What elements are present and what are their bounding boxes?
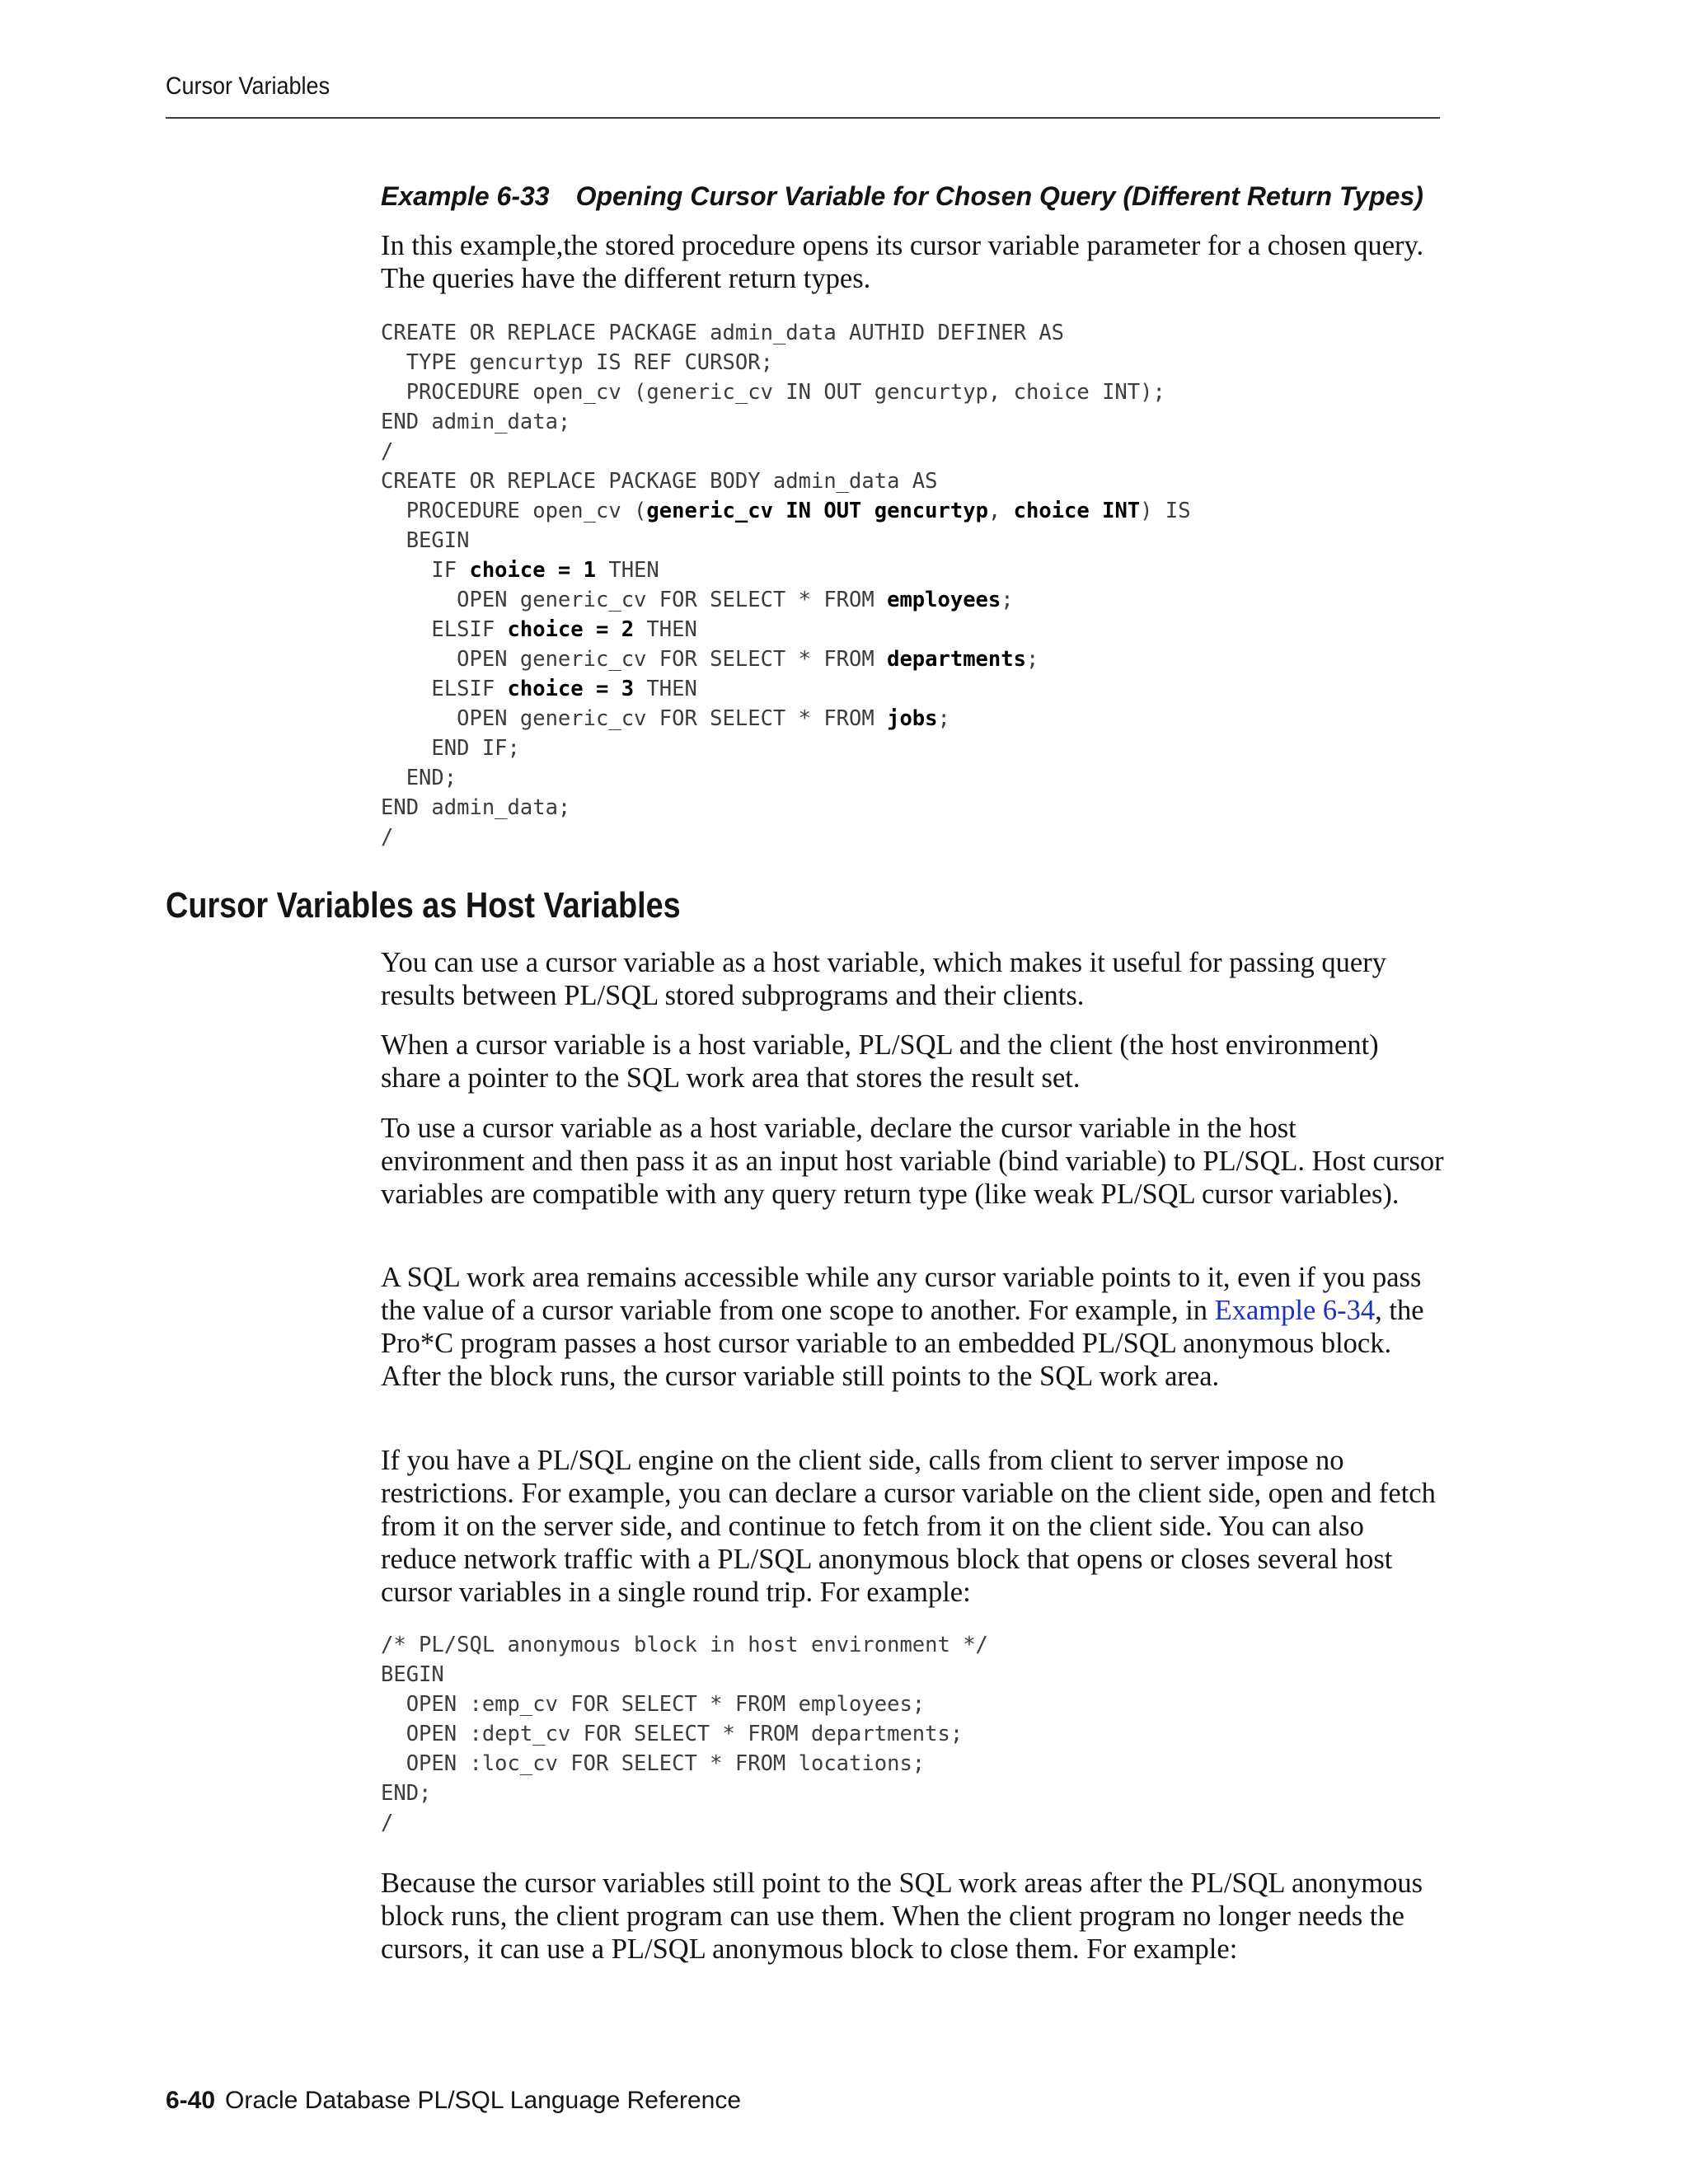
code-line: END admin_data; [381,795,571,820]
code-emphasis: choice = 2 [507,617,635,642]
code-text: THEN [596,558,659,583]
paragraph-work-area-access [381,1261,1444,1393]
paragraph-shared-pointer: When a cursor variable is a host variable, PL/SQL and the client (the host environment) share a pointer to the SQL work area that stores the result set. [381,1029,1379,1094]
code-line [381,644,1191,674]
code-text: ) IS [1140,499,1191,523]
code-line: CREATE OR REPLACE PACKAGE admin_data AUTHID DEFINER AS [381,321,1065,345]
code-line: TYPE gencurtyp IS REF CURSOR; [381,350,773,375]
page-footer [166,2087,741,2115]
section-heading: Cursor Variables as Host Variables [166,885,681,926]
paragraph-declare-host-cursor: To use a cursor variable as a host variable, declare the cursor variable in the host environment and then pass it as an input host variable (bind variable) to PL/SQL. Host cursor variables are compatible with any query return type (like weak PL/SQL cursor variables). [381,1113,1444,1210]
paragraph-host-variable-intro: You can use a cursor variable as a host variable, which makes it useful for passing query results between PL/SQL stored subprograms and their clients. [381,947,1386,1011]
code-text: ELSIF [381,677,508,701]
example-intro-paragraph: In this example,the stored procedure opens its cursor variable parameter for a chosen query. The queries have the different return types. [381,230,1424,294]
code-line [381,615,1191,644]
code-line [381,704,1191,733]
book-title: Oracle Database PL/SQL Language Reference [225,2087,742,2114]
code-text: THEN [634,617,697,642]
code-emphasis: employees [887,588,1001,612]
code-line: END; [381,766,457,790]
example-title: Opening Cursor Variable for Chosen Query (Different Return Types) [575,181,1423,211]
page-number: 6-40 [166,2087,216,2114]
code-emphasis: departments [887,647,1026,672]
code-line [381,674,1191,704]
code-text: , [987,499,1014,523]
code-line: BEGIN [381,1662,444,1687]
code-emphasis: choice = 1 [469,558,596,583]
code-emphasis: choice INT [1013,499,1141,523]
paragraph-text: , the Pro*C program passes a host cursor variable to an embedded PL/SQL anonymous block. After the block runs, the cursor variable still points to the SQL work area. [381,1295,1424,1392]
code-text: IF [381,558,470,583]
code-line: OPEN :loc_cv FOR SELECT * FROM locations; [381,1751,926,1776]
code-line: BEGIN [381,528,470,553]
code-block-package [381,318,1191,852]
running-header: Cursor Variables [166,73,331,100]
code-line: / [381,825,394,850]
code-line [381,585,1191,615]
code-line: END; [381,1781,432,1806]
paragraph-close-cursors: Because the cursor variables still point to the SQL work areas after the PL/SQL anonymous block runs, the client program can use them. When the client program no longer needs the cursors, it can use a PL/SQL anonymous block to close them. For example: [381,1868,1423,1965]
code-block-anonymous [381,1630,988,1838]
example-caption [381,181,1452,212]
header-divider [166,117,1440,119]
code-text: OPEN generic_cv FOR SELECT * FROM [381,706,888,731]
code-emphasis: choice = 3 [507,677,635,701]
code-line: END admin_data; [381,410,571,434]
code-text: ; [1001,588,1014,612]
code-text: OPEN generic_cv FOR SELECT * FROM [381,588,888,612]
example-6-34-link[interactable]: Example 6-34 [1214,1295,1376,1326]
code-emphasis: generic_cv IN OUT gencurtyp [646,499,988,523]
code-line: OPEN :dept_cv FOR SELECT * FROM departments; [381,1722,964,1746]
paragraph-client-side-engine: If you have a PL/SQL engine on the client side, calls from client to server impose no restrictions. For example, you can declare a cursor variable on the client side, open and fetch from it on the server side, and continue to fetch from it on the client side. You can also reduce network traffic with a PL/SQL anonymous block that opens or closes several host cursor variables in a single round trip. For example: [381,1445,1436,1608]
code-emphasis: jobs [887,706,938,731]
code-text: ELSIF [381,617,508,642]
code-line [381,555,1191,585]
code-line: CREATE OR REPLACE PACKAGE BODY admin_data AS [381,469,938,494]
example-number: Example 6-33 [381,181,550,211]
code-text: ; [937,706,950,731]
code-text: OPEN generic_cv FOR SELECT * FROM [381,647,888,672]
code-line: / [381,1811,394,1835]
code-line: / [381,439,394,464]
code-text: PROCEDURE open_cv ( [381,499,647,523]
paragraph-text: A SQL work area remains accessible while any cursor variable points to it, even if you pass the value of a cursor variable from one scope to another. For example, in [381,1262,1422,1326]
code-line: /* PL/SQL anonymous block in host environment */ [381,1633,988,1657]
code-line: PROCEDURE open_cv (generic_cv IN OUT gencurtyp, choice INT); [381,380,1165,405]
code-text: THEN [634,677,697,701]
code-line: END IF; [381,736,520,761]
code-text: ; [1025,647,1039,672]
code-line: OPEN :emp_cv FOR SELECT * FROM employees; [381,1692,926,1717]
code-line [381,496,1191,526]
